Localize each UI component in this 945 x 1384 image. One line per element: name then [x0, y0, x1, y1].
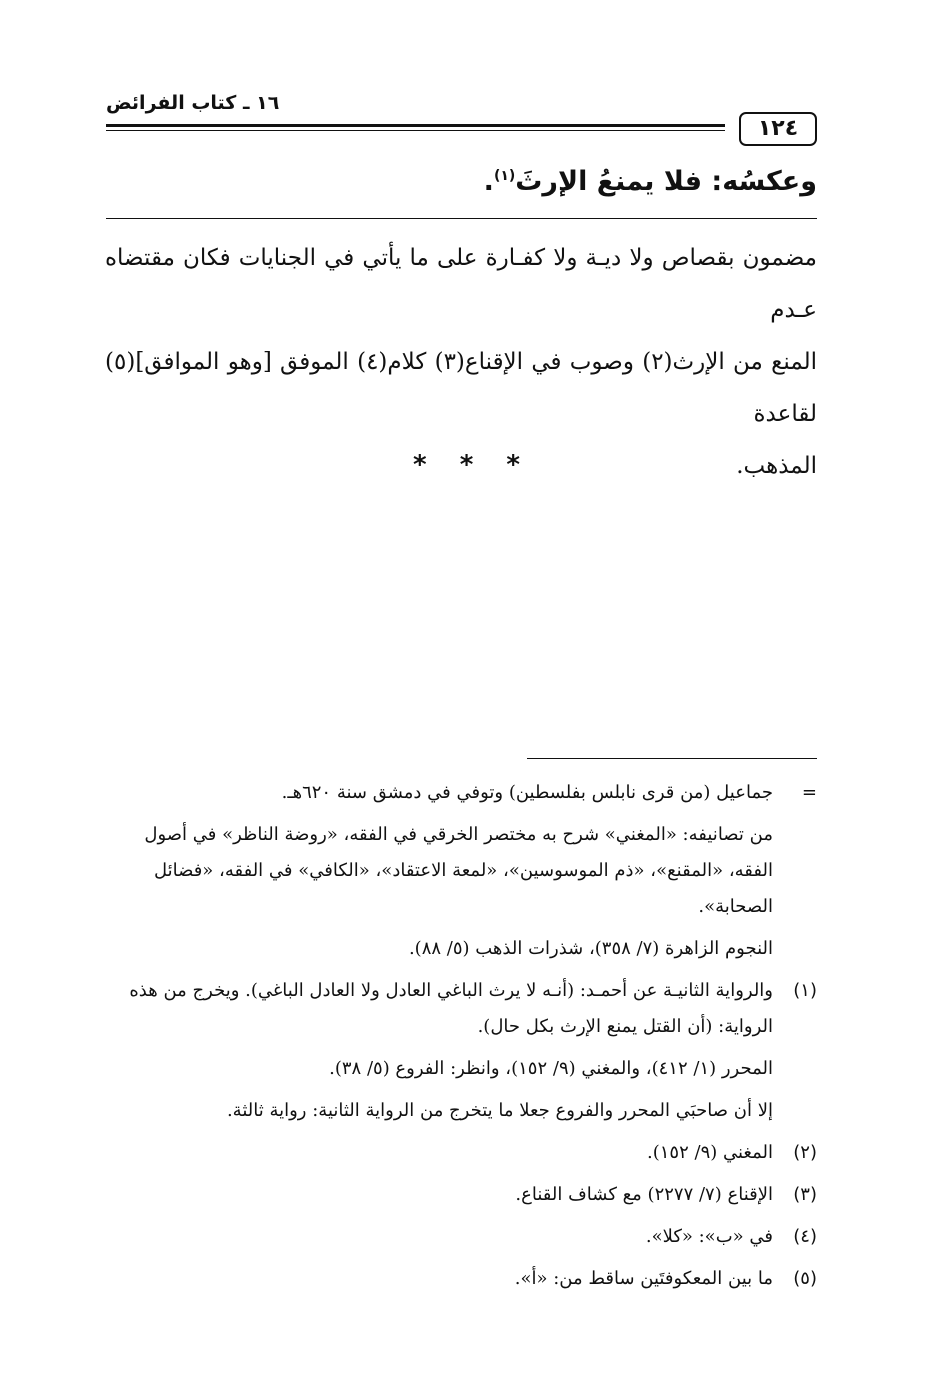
header-rule-thick: [106, 124, 725, 127]
footnote-continuation: [105, 775, 817, 967]
footnote-2: [105, 1135, 817, 1171]
commentary-line: المنع من الإرث(٢) وصوب في الإقناع(٣) كلام(٤) الموفق [وهو الموافق](٥) لقاعدة: [105, 349, 818, 427]
footnote-line: من تصانيفه: «المغني» شرح به مختصر الخرقي في الفقه، «روضة الناظر» في أصول الفقه، «المقنع»، «ذم الموسوسين»، «لمعة الاعتقاد»، «الكافي» في الفقه، «فضائل الصحابة».: [144, 824, 773, 917]
footnote-5: [105, 1261, 817, 1297]
footnote-rule: [527, 758, 817, 759]
footnote-line: المحرر (١/ ٤١٢)، والمغني (٩/ ١٥٢)، وانظر: الفروع (٥/ ٣٨).: [329, 1058, 773, 1079]
chapter-title: كتاب الفرائض: [106, 92, 237, 114]
continuation-marker: =: [801, 782, 817, 803]
footnote-number: (٤): [793, 1226, 817, 1247]
footnote-line: المغني (٩/ ١٥٢).: [647, 1142, 773, 1163]
footnote-number: (٣): [793, 1184, 817, 1205]
header-rule-thin: [106, 130, 725, 131]
footnote-line: جماعيل (من قرى نابلس بفلسطين) وتوفي في دمشق سنة ٦٢٠هـ.: [281, 782, 773, 803]
section-separator: * * *: [413, 450, 532, 480]
footnote-line: ما بين المعكوفتَين ساقط من: «أ».: [514, 1268, 773, 1289]
footnote-line: إلا أن صاحبَي المحرر والفروع جعلا ما يتخرج من الرواية الثانية: رواية ثالثة.: [226, 1100, 773, 1121]
chapter-separator: ـ: [242, 92, 250, 114]
matn-line: [105, 166, 817, 197]
page-number: ١٢٤: [757, 116, 799, 141]
footnote-number: (١): [793, 980, 817, 1001]
footnote-line: النجوم الزاهرة (٧/ ٣٥٨)، شذرات الذهب (٥/ ٨٨).: [408, 938, 773, 959]
footnote-4: [105, 1219, 817, 1255]
footnote-number: (٢): [793, 1142, 817, 1163]
footnote-line: والرواية الثانيـة عن أحمـد: (أنـه لا يرث الباغي العادل ولا العادل الباغي). ويخرج من هذه الرواية: (أن القتل يمنع الإرث بكل حال).: [129, 980, 773, 1037]
footnote-number: (٥): [793, 1268, 817, 1289]
matn-text: وعكسُه: فلا يمنعُ الإرثَ: [515, 166, 817, 197]
page-number-box: [739, 112, 817, 146]
commentary-line: المذهب.: [736, 453, 817, 479]
commentary-line: مضمون بقصاص ولا ديـة ولا كفـارة على ما يأتي في الجنايات فكان مقتضاه عـدم: [105, 245, 817, 323]
matn-divider: [106, 218, 817, 219]
chapter-number: ١٦: [256, 92, 280, 114]
footnotes: [105, 775, 817, 1303]
footnote-1: [105, 973, 817, 1129]
matn-end: .: [483, 166, 494, 197]
running-head: [106, 92, 406, 114]
footnote-line: في «ب»: «كلا».: [645, 1226, 773, 1247]
footnote-line: الإقناع (٧/ ٢٢٧٧) مع كشاف القناع.: [515, 1184, 773, 1205]
footnote-3: [105, 1177, 817, 1213]
matn-footnote-ref[interactable]: (١): [493, 168, 516, 184]
